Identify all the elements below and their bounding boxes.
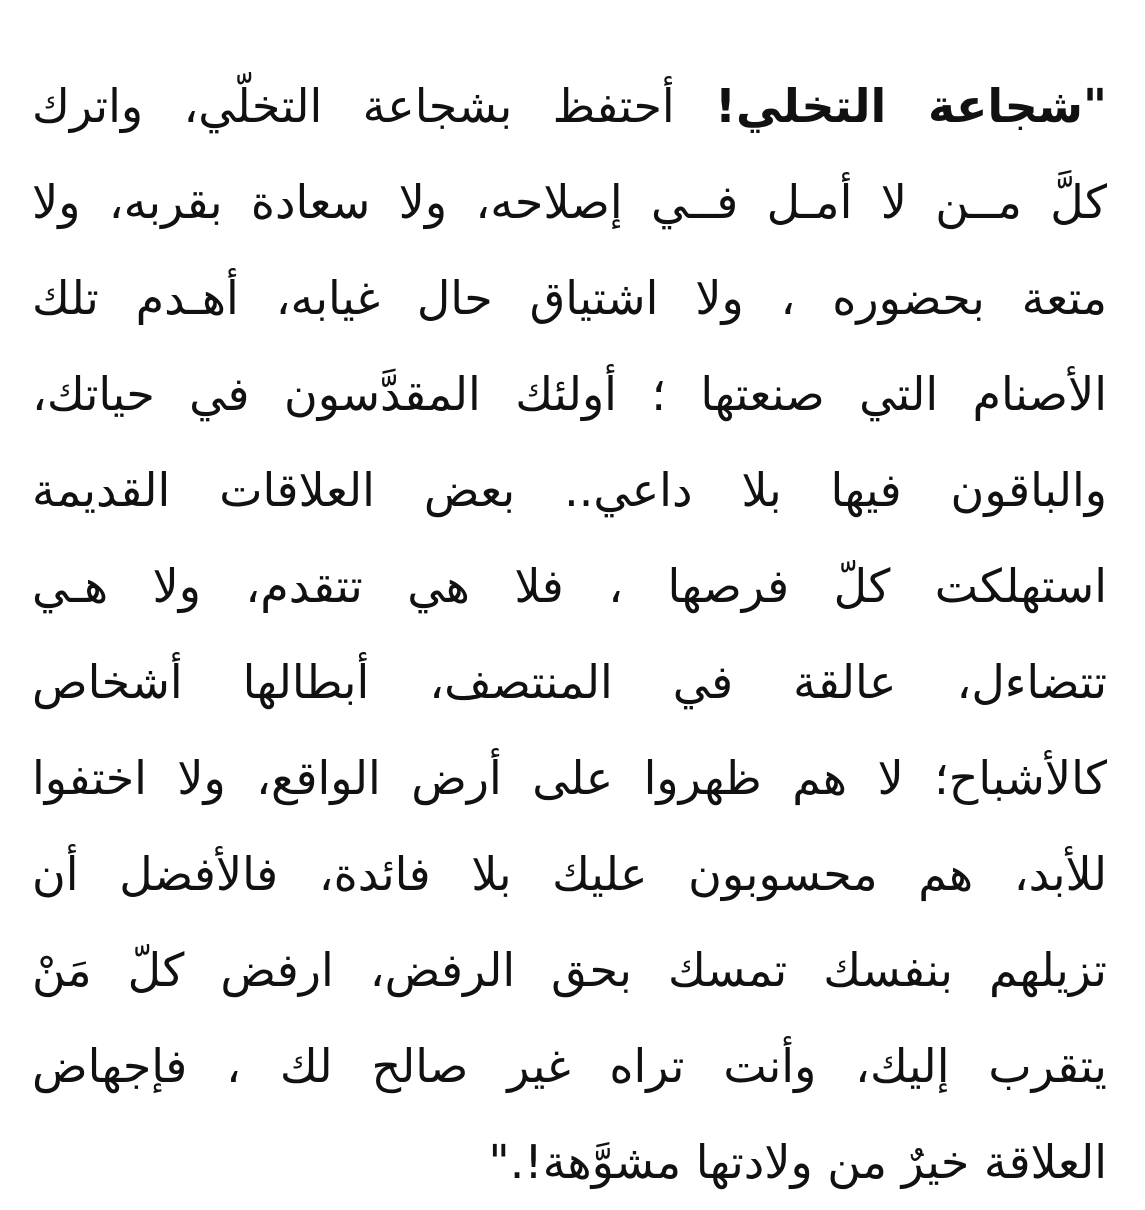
quote-title: "شجاعة التخلي! — [715, 79, 1107, 133]
quote-line-1 — [32, 58, 1107, 154]
quote-line-10: تزيلهم بنفسك تمسك بحق الرفض، ارفض كلّ مَنْ — [32, 943, 1107, 997]
quote-line-6: استهلكت كلّ فرصها ، فلا هي تتقدم، ولا هـي — [32, 559, 1107, 613]
quote-text — [32, 58, 1107, 1210]
quote-line-3: متعة بحضوره ، ولا اشتياق حال غيابه، أهـدم تلك — [32, 271, 1107, 325]
quote-line-8: كالأشباح؛ لا هم ظهروا على أرض الواقع، ولا اختفوا — [32, 751, 1107, 805]
quote-line-11: يتقرب إليك، وأنت تراه غير صالح لك ، فإجهاض — [32, 1039, 1107, 1093]
quote-line-5: والباقون فيها بلا داعي.. بعض العلاقات القديمة — [32, 463, 1107, 517]
quote-line-1-text: أحتفظ بشجاعة التخلّي، واترك — [32, 79, 716, 133]
quote-line-2: كلَّ مــن لا أمـل فــي إصلاحه، ولا سعادة بقربه، ولا — [32, 175, 1107, 229]
quote-line-9: للأبد، هم محسوبون عليك بلا فائدة، فالأفضل أن — [32, 847, 1107, 901]
quote-line-12: العلاقة خيرٌ من ولادتها مشوَّهة!." — [488, 1135, 1107, 1189]
quote-line-4: الأصنام التي صنعتها ؛ أولئك المقدَّسون في حياتك، — [32, 367, 1107, 421]
quote-line-7: تتضاءل، عالقة في المنتصف، أبطالها أشخاص — [32, 655, 1107, 709]
